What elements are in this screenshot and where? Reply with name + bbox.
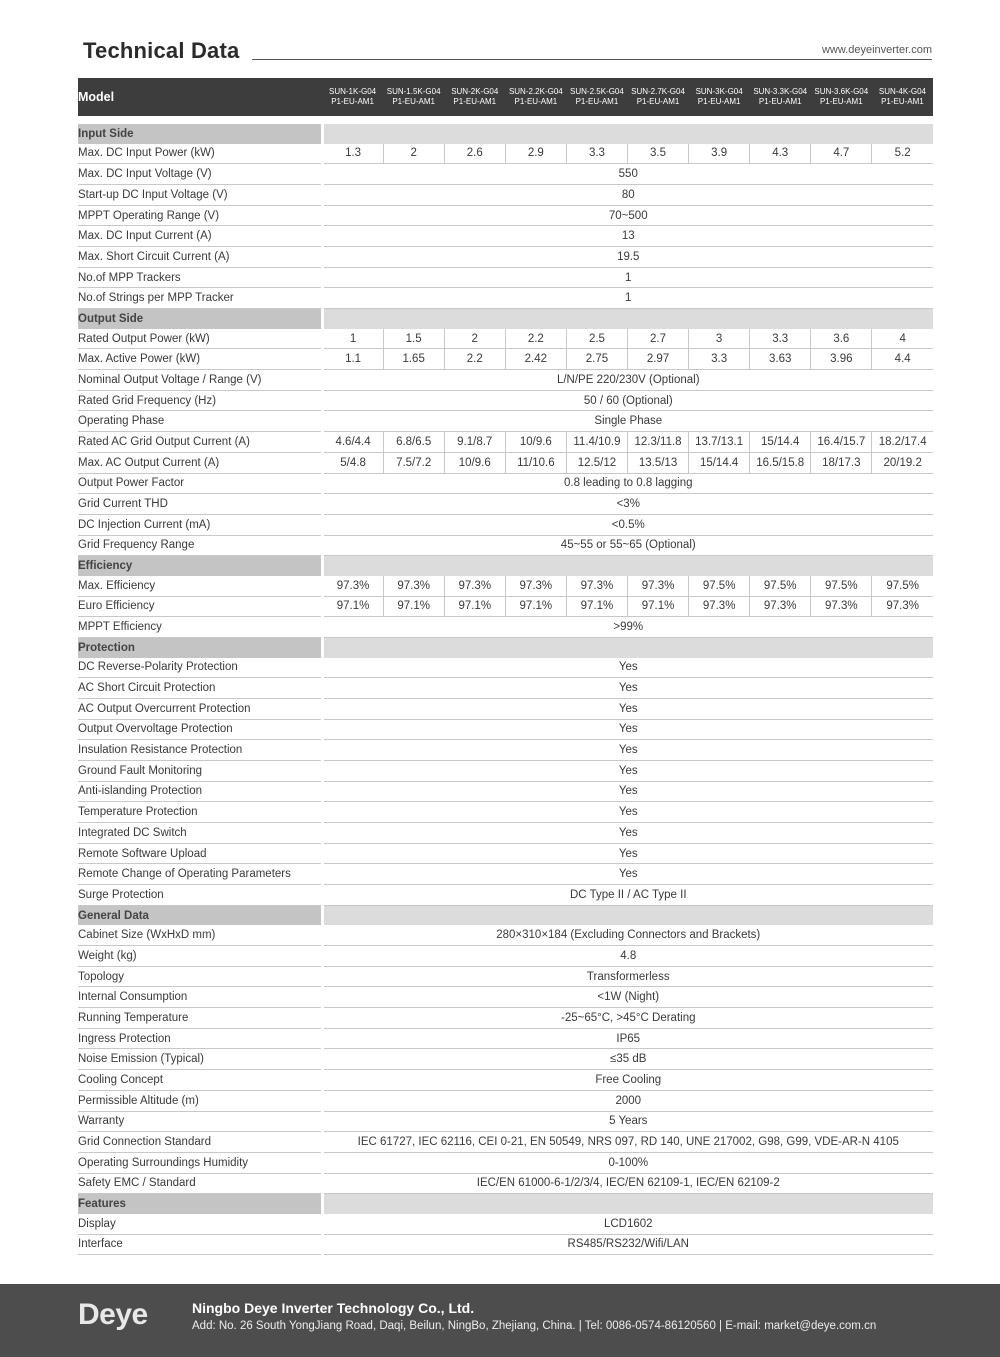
spec-row xyxy=(78,802,933,823)
spec-value-cell: 3.5 xyxy=(627,144,688,164)
spec-label: Max. DC Input Current (A) xyxy=(78,226,322,247)
spec-row xyxy=(78,452,933,473)
spec-value-cell: 1.3 xyxy=(322,144,383,164)
spec-label: Rated Output Power (kW) xyxy=(78,329,322,349)
spec-row xyxy=(78,1070,933,1091)
section-header-row xyxy=(78,905,933,925)
spec-row xyxy=(78,946,933,967)
spec-value-cell: 97.1% xyxy=(322,596,383,617)
spec-value-cell: 70~500 xyxy=(322,205,933,226)
spec-row xyxy=(78,966,933,987)
spec-label: Surge Protection xyxy=(78,885,322,906)
section-fill xyxy=(322,637,933,657)
spec-value-cell: 97.3% xyxy=(566,576,627,596)
spec-row xyxy=(78,1111,933,1132)
spec-value-cell: 97.5% xyxy=(811,576,872,596)
spec-row xyxy=(78,432,933,453)
spec-value-cell: 97.5% xyxy=(872,576,933,596)
spec-value-cell: 18/17.3 xyxy=(811,452,872,473)
spec-row xyxy=(78,781,933,802)
spec-value-cell: 2 xyxy=(383,144,444,164)
section-fill xyxy=(322,1194,933,1214)
spec-row xyxy=(78,678,933,699)
spec-value-cell: 97.3% xyxy=(689,596,750,617)
model-name-line2: P1-EU-AM1 xyxy=(453,97,497,106)
spec-value-cell: 10/9.6 xyxy=(444,452,505,473)
spec-value-cell: Yes xyxy=(322,698,933,719)
spec-value-cell: 2.2 xyxy=(505,329,566,349)
spec-value-cell: IEC 61727, IEC 62116, CEI 0-21, EN 50549, NRS 097, RD 140, UNE 217002, G98, G99, VDE-AR-N 4105 xyxy=(322,1132,933,1153)
spec-value-cell: 2.97 xyxy=(627,349,688,370)
spec-label: Max. AC Output Current (A) xyxy=(78,452,322,473)
spec-row xyxy=(78,1132,933,1153)
spec-row xyxy=(78,370,933,391)
spec-value-cell: >99% xyxy=(322,617,933,638)
spec-value-cell: 5.2 xyxy=(872,144,933,164)
spec-label: Topology xyxy=(78,966,322,987)
spec-label: Safety EMC / Standard xyxy=(78,1173,322,1194)
spec-label: Output Power Factor xyxy=(78,473,322,494)
spec-value-cell: 12.3/11.8 xyxy=(627,432,688,453)
spec-value-cell: 97.3% xyxy=(750,596,811,617)
model-name-line2: P1-EU-AM1 xyxy=(575,97,619,106)
spec-row xyxy=(78,719,933,740)
page-title: Technical Data xyxy=(83,38,240,63)
spec-value-cell: 97.3% xyxy=(872,596,933,617)
spec-label: Interface xyxy=(78,1234,322,1255)
spec-label: MPPT Efficiency xyxy=(78,617,322,638)
spec-label: MPPT Operating Range (V) xyxy=(78,205,322,226)
model-name-line1: SUN-2K-G04 xyxy=(451,87,499,96)
spec-value-cell: Yes xyxy=(322,864,933,885)
spec-value-cell: 3.6 xyxy=(811,329,872,349)
model-name-cell xyxy=(444,78,505,116)
model-name-line1: SUN-3K-G04 xyxy=(695,87,743,96)
model-name-line1: SUN-3.3K-G04 xyxy=(753,87,808,96)
spec-value-cell: <3% xyxy=(322,494,933,515)
spec-value-cell: RS485/RS232/Wifi/LAN xyxy=(322,1234,933,1255)
spec-row xyxy=(78,411,933,432)
spec-value-cell: IP65 xyxy=(322,1028,933,1049)
spec-value-cell: 3.3 xyxy=(566,144,627,164)
spec-row xyxy=(78,247,933,268)
spec-row xyxy=(78,1214,933,1234)
spec-value-cell: Free Cooling xyxy=(322,1070,933,1091)
spec-label: Ingress Protection xyxy=(78,1028,322,1049)
spec-label: Max. Active Power (kW) xyxy=(78,349,322,370)
spec-label: Rated AC Grid Output Current (A) xyxy=(78,432,322,453)
spec-label: Max. Short Circuit Current (A) xyxy=(78,247,322,268)
spec-value-cell: 15/14.4 xyxy=(750,432,811,453)
spec-value-cell: 16.4/15.7 xyxy=(811,432,872,453)
spec-row xyxy=(78,329,933,349)
model-name-line2: P1-EU-AM1 xyxy=(881,97,924,106)
spec-label: Temperature Protection xyxy=(78,802,322,823)
section-title: General Data xyxy=(78,905,322,925)
spec-label: Grid Current THD xyxy=(78,494,322,515)
spec-label: Noise Emission (Typical) xyxy=(78,1049,322,1070)
spec-value-cell: 4 xyxy=(872,329,933,349)
technical-data-table xyxy=(78,78,933,1255)
spec-row xyxy=(78,617,933,638)
spec-label: Max. DC Input Voltage (V) xyxy=(78,164,322,185)
spec-label: Weight (kg) xyxy=(78,946,322,967)
spec-value-cell: 550 xyxy=(322,164,933,185)
spec-value-cell: 3.3 xyxy=(689,349,750,370)
model-name-line1: SUN-3.6K-G04 xyxy=(814,87,869,96)
spec-value-cell: 3.96 xyxy=(811,349,872,370)
spec-label: Operating Surroundings Humidity xyxy=(78,1152,322,1173)
model-name-cell xyxy=(750,78,811,116)
spec-label: DC Injection Current (mA) xyxy=(78,514,322,535)
spec-value-cell: 4.3 xyxy=(750,144,811,164)
spec-value-cell: 15/14.4 xyxy=(689,452,750,473)
model-name-line2: P1-EU-AM1 xyxy=(636,97,680,106)
spec-value-cell: 2.6 xyxy=(444,144,505,164)
model-header-row xyxy=(78,78,933,116)
spec-value-cell: <1W (Night) xyxy=(322,987,933,1008)
spec-label: Remote Change of Operating Parameters xyxy=(78,864,322,885)
model-name-line1: SUN-4K-G04 xyxy=(878,87,926,96)
spec-label: AC Short Circuit Protection xyxy=(78,678,322,699)
spec-label: Remote Software Upload xyxy=(78,843,322,864)
spec-row xyxy=(78,658,933,678)
spec-label: Insulation Resistance Protection xyxy=(78,740,322,761)
spec-value-cell: 11.4/10.9 xyxy=(566,432,627,453)
spec-value-cell: 2.7 xyxy=(627,329,688,349)
spec-value-cell: 19.5 xyxy=(322,247,933,268)
spec-value-cell: Yes xyxy=(322,802,933,823)
spec-value-cell: Yes xyxy=(322,843,933,864)
spec-value-cell: 45~55 or 55~65 (Optional) xyxy=(322,535,933,556)
deye-logo: Deye xyxy=(78,1298,148,1331)
spec-value-cell: Yes xyxy=(322,719,933,740)
spec-value-cell: 1 xyxy=(322,267,933,288)
spec-row xyxy=(78,184,933,205)
spec-row xyxy=(78,144,933,164)
spec-value-cell: <0.5% xyxy=(322,514,933,535)
spec-row xyxy=(78,473,933,494)
footer xyxy=(0,1284,1000,1357)
spec-value-cell: 80 xyxy=(322,184,933,205)
spec-value-cell: 0-100% xyxy=(322,1152,933,1173)
spec-row xyxy=(78,1008,933,1029)
spec-value-cell: 20/19.2 xyxy=(872,452,933,473)
spec-value-cell: 3.63 xyxy=(750,349,811,370)
spec-row xyxy=(78,740,933,761)
spec-value-cell: 12.5/12 xyxy=(566,452,627,473)
spec-label: No.of Strings per MPP Tracker xyxy=(78,288,322,309)
spec-value-cell: Yes xyxy=(322,740,933,761)
model-name-line2: P1-EU-AM1 xyxy=(514,97,558,106)
model-name-cell xyxy=(566,78,627,116)
spec-row xyxy=(78,885,933,906)
section-fill xyxy=(322,556,933,576)
spec-value-cell: DC Type II / AC Type II xyxy=(322,885,933,906)
spec-value-cell: 97.3% xyxy=(505,576,566,596)
spec-value-cell: 2000 xyxy=(322,1090,933,1111)
spec-label: Display xyxy=(78,1214,322,1234)
spec-row xyxy=(78,226,933,247)
model-label: Model xyxy=(78,78,322,116)
section-title: Features xyxy=(78,1194,322,1214)
spec-label: Output Overvoltage Protection xyxy=(78,719,322,740)
spec-value-cell: 1 xyxy=(322,288,933,309)
spec-value-cell: 2.2 xyxy=(444,349,505,370)
section-title: Input Side xyxy=(78,124,322,144)
spec-label: Euro Efficiency xyxy=(78,596,322,617)
spec-row xyxy=(78,205,933,226)
spec-value-cell: 16.5/15.8 xyxy=(750,452,811,473)
section-title: Protection xyxy=(78,637,322,657)
spec-value-cell: L/N/PE 220/230V (Optional) xyxy=(322,370,933,391)
spec-label: Anti-islanding Protection xyxy=(78,781,322,802)
spec-value-cell: 5 Years xyxy=(322,1111,933,1132)
model-name-line1: SUN-2.7K-G04 xyxy=(631,87,685,96)
model-name-line2: P1-EU-AM1 xyxy=(819,97,863,106)
spec-label: Ground Fault Monitoring xyxy=(78,760,322,781)
spec-label: Integrated DC Switch xyxy=(78,823,322,844)
spec-value-cell: 3.9 xyxy=(689,144,750,164)
spec-value-cell: 1.5 xyxy=(383,329,444,349)
model-name-cell xyxy=(689,78,750,116)
spec-row xyxy=(78,390,933,411)
spec-value-cell: 10/9.6 xyxy=(505,432,566,453)
spec-row xyxy=(78,1090,933,1111)
spec-row xyxy=(78,494,933,515)
spec-label: Permissible Altitude (m) xyxy=(78,1090,322,1111)
model-name-line1: SUN-1.5K-G04 xyxy=(386,87,441,96)
model-name-cell xyxy=(627,78,688,116)
section-header-row xyxy=(78,1194,933,1214)
model-name-cell xyxy=(505,78,566,116)
spec-label: DC Reverse-Polarity Protection xyxy=(78,658,322,678)
spec-label: Internal Consumption xyxy=(78,987,322,1008)
model-name-line2: P1-EU-AM1 xyxy=(758,97,802,106)
spec-label: Max. DC Input Power (kW) xyxy=(78,144,322,164)
spec-row xyxy=(78,1028,933,1049)
spec-value-cell: 3.3 xyxy=(750,329,811,349)
spec-value-cell: 97.5% xyxy=(750,576,811,596)
spec-value-cell: 2.42 xyxy=(505,349,566,370)
model-name-cell xyxy=(811,78,872,116)
spec-label: Operating Phase xyxy=(78,411,322,432)
spec-value-cell: ≤35 dB xyxy=(322,1049,933,1070)
spec-value-cell: 6.8/6.5 xyxy=(383,432,444,453)
spec-value-cell: Yes xyxy=(322,781,933,802)
spec-row xyxy=(78,1152,933,1173)
section-fill xyxy=(322,124,933,144)
spec-row xyxy=(78,1173,933,1194)
section-fill xyxy=(322,309,933,329)
spec-value-cell: 13.5/13 xyxy=(627,452,688,473)
spec-value-cell: 1 xyxy=(322,329,383,349)
spec-value-cell: Single Phase xyxy=(322,411,933,432)
spec-value-cell: 13 xyxy=(322,226,933,247)
spec-row xyxy=(78,1234,933,1255)
spec-value-cell: 9.1/8.7 xyxy=(444,432,505,453)
spec-label: Rated Grid Frequency (Hz) xyxy=(78,390,322,411)
spec-label: Running Temperature xyxy=(78,1008,322,1029)
spec-value-cell: 11/10.6 xyxy=(505,452,566,473)
spec-value-cell: 3 xyxy=(689,329,750,349)
model-name-cell xyxy=(322,78,383,116)
spec-row xyxy=(78,288,933,309)
spec-label: Start-up DC Input Voltage (V) xyxy=(78,184,322,205)
spec-row xyxy=(78,925,933,945)
spec-label: No.of MPP Trackers xyxy=(78,267,322,288)
spec-label: Cabinet Size (WxHxD mm) xyxy=(78,925,322,945)
spec-value-cell: 97.3% xyxy=(383,576,444,596)
spec-label: Nominal Output Voltage / Range (V) xyxy=(78,370,322,391)
model-name-line2: P1-EU-AM1 xyxy=(392,97,435,106)
spec-value-cell: Yes xyxy=(322,760,933,781)
spec-value-cell: 97.3% xyxy=(322,576,383,596)
spec-label: Grid Frequency Range xyxy=(78,535,322,556)
spacer-row xyxy=(78,116,933,124)
spec-value-cell: 4.7 xyxy=(811,144,872,164)
spec-value-cell: 1.1 xyxy=(322,349,383,370)
spec-value-cell: 50 / 60 (Optional) xyxy=(322,390,933,411)
spec-value-cell: 97.1% xyxy=(383,596,444,617)
model-name-cell xyxy=(383,78,444,116)
spec-value-cell: 7.5/7.2 xyxy=(383,452,444,473)
spec-value-cell: 97.1% xyxy=(444,596,505,617)
spec-value-cell: 4.6/4.4 xyxy=(322,432,383,453)
company-name: Ningbo Deye Inverter Technology Co., Ltd. xyxy=(192,1300,475,1316)
spec-value-cell: 4.8 xyxy=(322,946,933,967)
spec-label: AC Output Overcurrent Protection xyxy=(78,698,322,719)
spec-value-cell: 97.1% xyxy=(505,596,566,617)
spec-value-cell: 13.7/13.1 xyxy=(689,432,750,453)
spec-value-cell: IEC/EN 61000-6-1/2/3/4, IEC/EN 62109-1, IEC/EN 62109-2 xyxy=(322,1173,933,1194)
spec-value-cell: 97.1% xyxy=(627,596,688,617)
section-header-row xyxy=(78,637,933,657)
spec-row xyxy=(78,987,933,1008)
section-fill xyxy=(322,905,933,925)
spec-value-cell: Yes xyxy=(322,658,933,678)
spec-value-cell: 0.8 leading to 0.8 lagging xyxy=(322,473,933,494)
spec-label: Warranty xyxy=(78,1111,322,1132)
spec-value-cell: 97.3% xyxy=(444,576,505,596)
spec-value-cell: 4.4 xyxy=(872,349,933,370)
spec-value-cell: Yes xyxy=(322,678,933,699)
section-header-row xyxy=(78,124,933,144)
spec-value-cell: Yes xyxy=(322,823,933,844)
spec-row xyxy=(78,823,933,844)
spec-row xyxy=(78,267,933,288)
spec-value-cell: 280×310×184 (Excluding Connectors and Brackets) xyxy=(322,925,933,945)
spec-row xyxy=(78,514,933,535)
spec-row xyxy=(78,164,933,185)
spec-value-cell: 97.5% xyxy=(689,576,750,596)
spec-value-cell: -25~65°C, >45°C Derating xyxy=(322,1008,933,1029)
section-header-row xyxy=(78,556,933,576)
section-title: Output Side xyxy=(78,309,322,329)
section-title: Efficiency xyxy=(78,556,322,576)
spec-value-cell: 2.75 xyxy=(566,349,627,370)
spec-row xyxy=(78,576,933,596)
spec-row xyxy=(78,349,933,370)
model-name-line1: SUN-1K-G04 xyxy=(329,87,377,96)
title-divider xyxy=(252,59,932,60)
spec-label: Grid Connection Standard xyxy=(78,1132,322,1153)
spec-label: Max. Efficiency xyxy=(78,576,322,596)
spec-value-cell: 2.5 xyxy=(566,329,627,349)
spec-label: Cooling Concept xyxy=(78,1070,322,1091)
spec-value-cell: 97.1% xyxy=(566,596,627,617)
spacer-cell xyxy=(78,116,933,124)
spec-value-cell: LCD1602 xyxy=(322,1214,933,1234)
spec-row xyxy=(78,1049,933,1070)
model-name-cell xyxy=(872,78,933,116)
model-name-line2: P1-EU-AM1 xyxy=(697,97,741,106)
spec-value-cell: 97.3% xyxy=(627,576,688,596)
spec-row xyxy=(78,760,933,781)
section-header-row xyxy=(78,309,933,329)
model-name-line2: P1-EU-AM1 xyxy=(331,97,374,106)
spec-row xyxy=(78,864,933,885)
spec-row xyxy=(78,535,933,556)
company-address: Add: No. 26 South YongJiang Road, Daqi, Beilun, NingBo, Zhejiang, China. | Tel: 0086-0574-86120560 | E-mail: market@deye.com.cn xyxy=(192,1320,877,1332)
spec-row xyxy=(78,698,933,719)
spec-value-cell: 1.65 xyxy=(383,349,444,370)
website-url: www.deyeinverter.com xyxy=(821,44,932,56)
model-name-line1: SUN-2.5K-G04 xyxy=(570,87,624,96)
spec-value-cell: 2.9 xyxy=(505,144,566,164)
spec-value-cell: 18.2/17.4 xyxy=(872,432,933,453)
model-name-line1: SUN-2.2K-G04 xyxy=(508,87,563,96)
spec-value-cell: 97.3% xyxy=(811,596,872,617)
spec-value-cell: 2 xyxy=(444,329,505,349)
spec-row xyxy=(78,843,933,864)
spec-value-cell: 5/4.8 xyxy=(322,452,383,473)
spec-row xyxy=(78,596,933,617)
spec-value-cell: Transformerless xyxy=(322,966,933,987)
